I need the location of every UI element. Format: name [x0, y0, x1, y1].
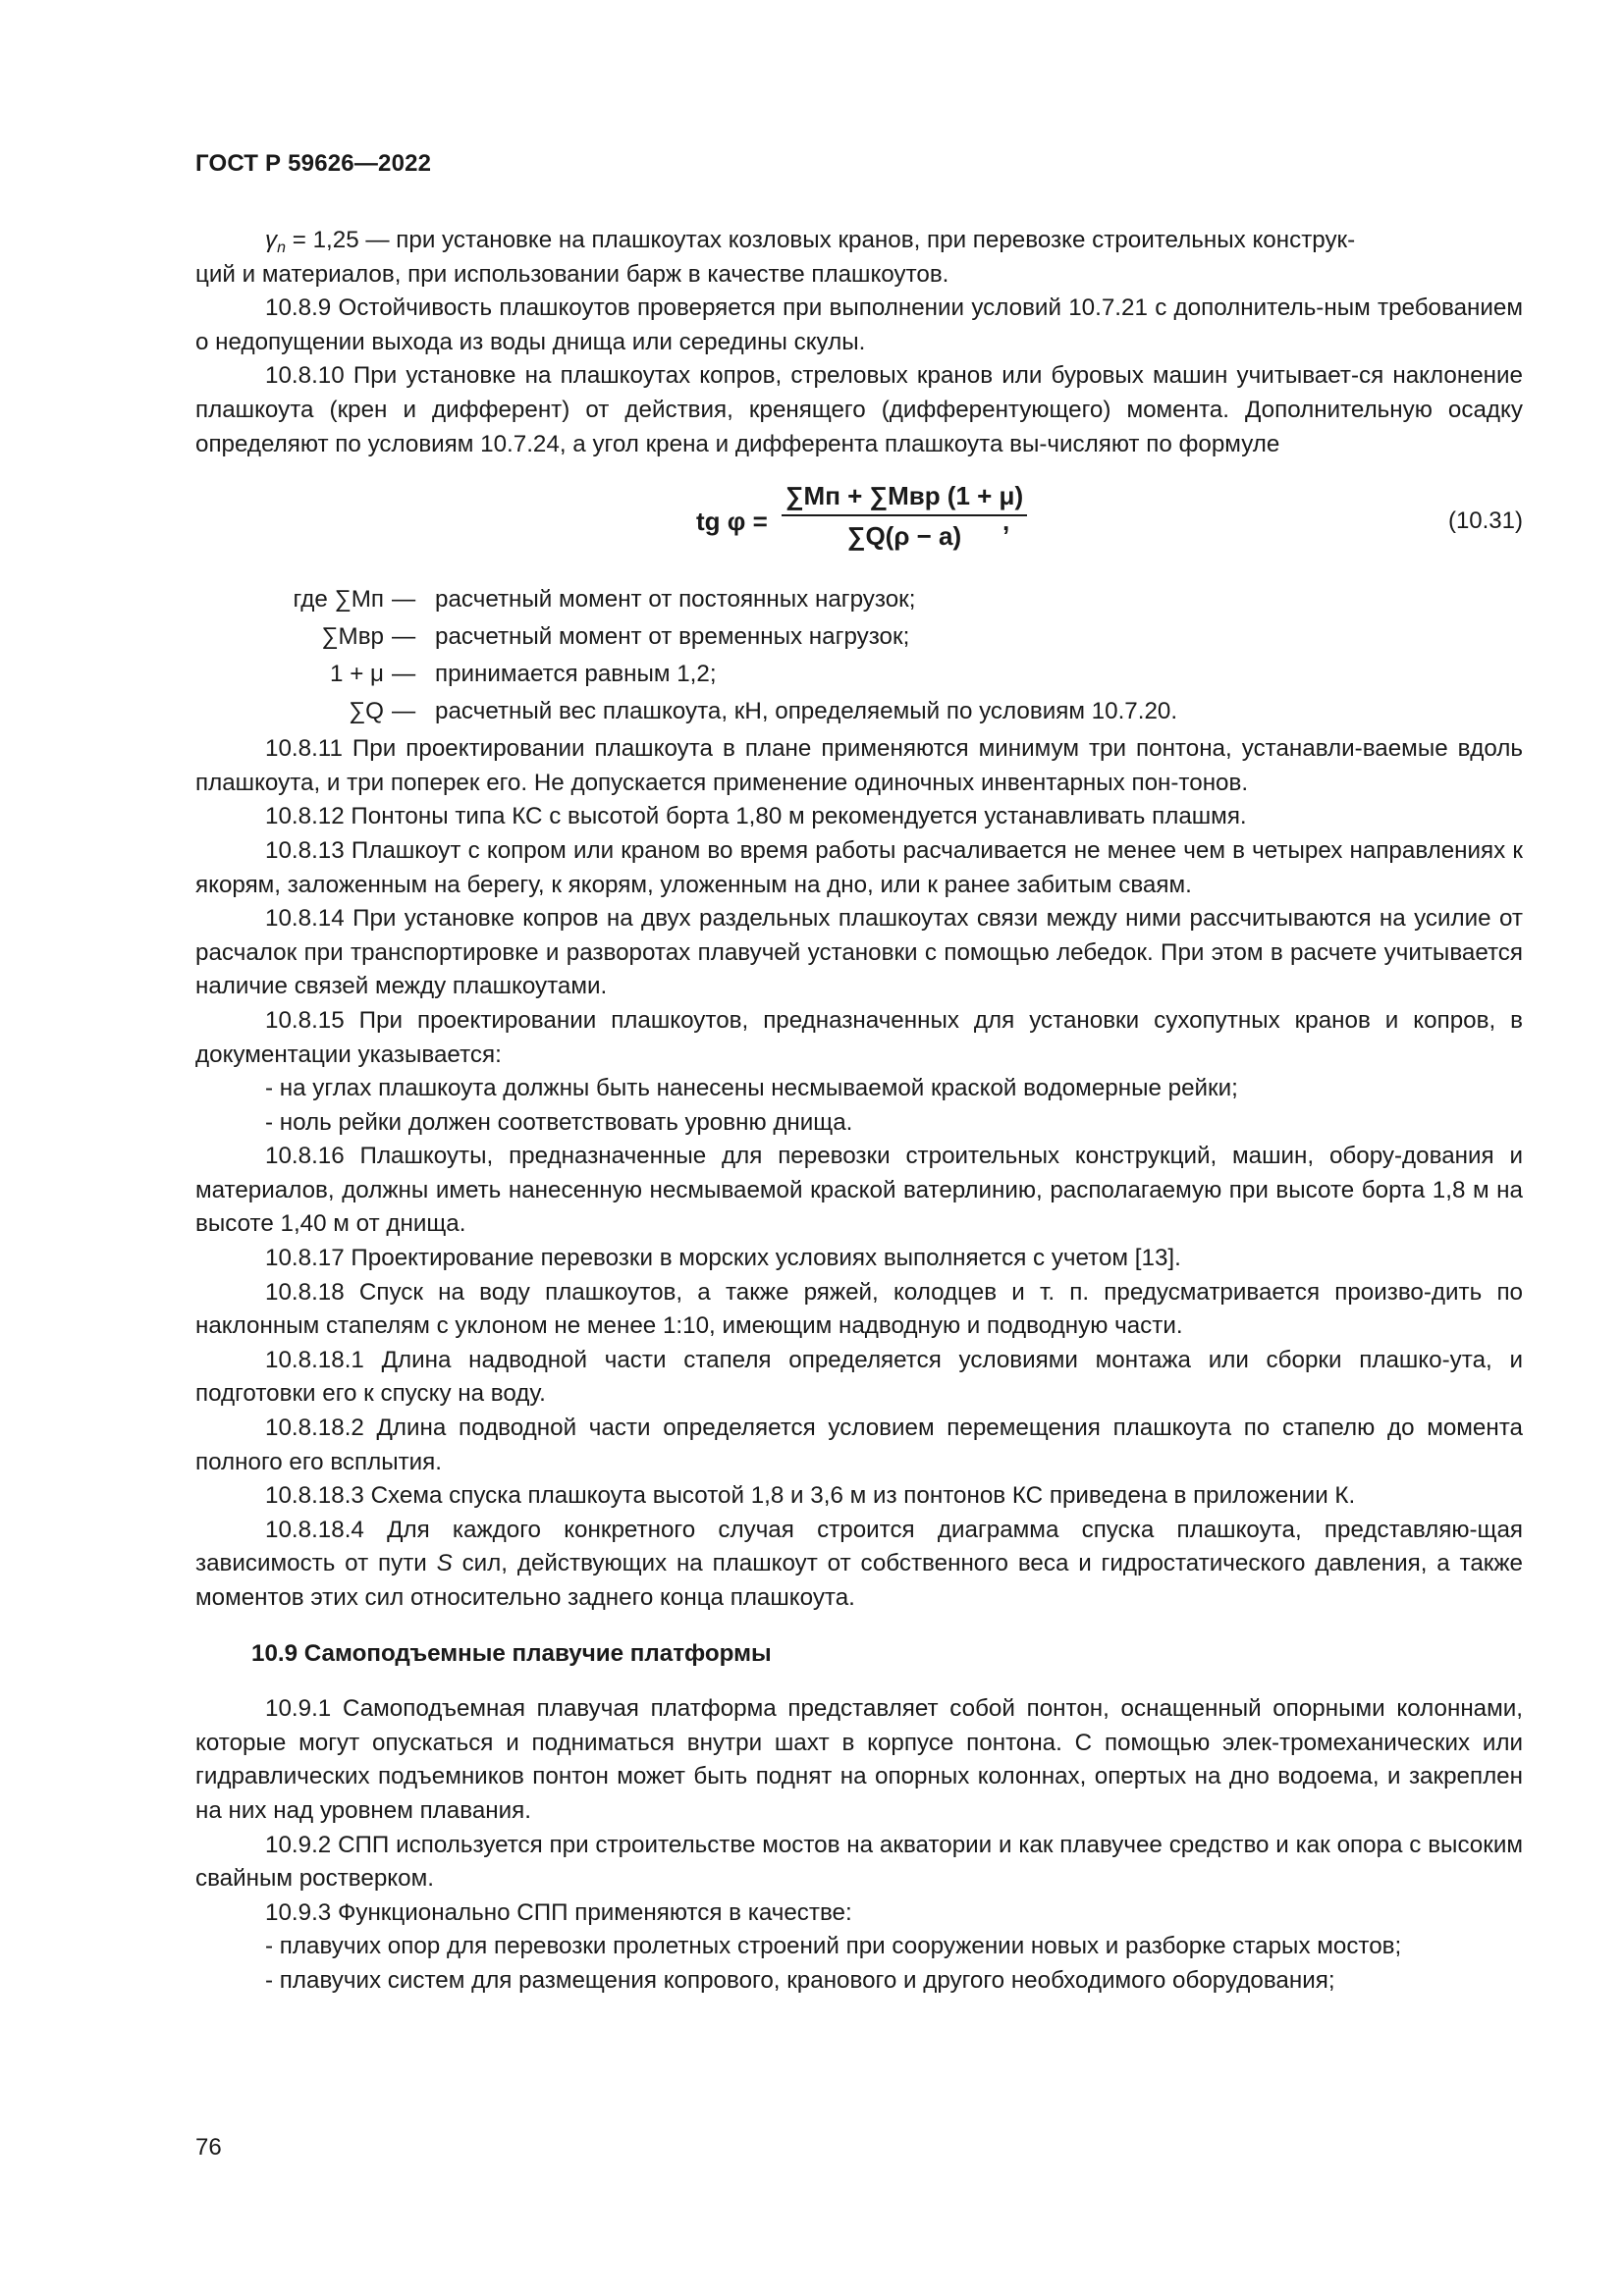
paragraph-10-8-18-2: 10.8.18.2 Длина подводной части определяется условием перемещения плашкоута по стапелю до момента полного его всплытия.	[195, 1415, 1523, 1475]
document-header: ГОСТ Р 59626—2022	[195, 150, 432, 177]
paragraph-10-8-9: 10.8.9 Остойчивость плашкоутов проверяется при выполнении условий 10.7.21 с дополнитель-ным требованием о недопущении выхода из воды днища или середины скулы.	[195, 294, 1523, 355]
paragraph-text: 10.8.18.4 Для каждого конкретного случая строится диаграмма спуска плашкоута, представляю-щая зависимость от пути	[195, 1516, 1523, 1577]
definition-symbol: 1 + μ	[330, 661, 384, 688]
paragraph-10-8-18: 10.8.18 Спуск на воду плашкоутов, а также ряжей, колодцев и т. п. предусматривается произво-дить по наклонным стапелям с уклоном не менее 1:10, имеющим надводную и подводную части.	[195, 1278, 1523, 1340]
definition-row	[195, 658, 1523, 695]
definition-dash: —	[392, 623, 416, 651]
definition-row	[195, 620, 1523, 658]
list-item: - плавучих систем для размещения копрового, кранового и другого необходимого оборудования;	[265, 1966, 1335, 1994]
definition-dash: —	[392, 586, 416, 614]
document-body	[195, 224, 1523, 1999]
definition-dash: —	[392, 661, 416, 688]
list-item: - ноль рейки должен соответствовать уровню днища.	[265, 1108, 853, 1136]
page-number: 76	[195, 2134, 222, 2161]
paragraph-10-8-12: 10.8.12 Понтоны типа КС с высотой борта 1,80 м рекомендуется устанавливать плашмя.	[265, 803, 1247, 830]
paragraph-10-8-17: 10.8.17 Проектирование перевозки в морских условиях выполняется с учетом [13].	[265, 1245, 1181, 1272]
paragraph-10-8-13: 10.8.13 Плашкоут с копром или краном во время работы расчаливается не менее чем в четырех направлениях к якорям, заложенным на берегу, к якорям, уложенным на дно, или к ранее забитым сваям.	[195, 836, 1523, 898]
paragraph-10-9-3: 10.9.3 Функционально СПП применяются в качестве:	[265, 1898, 852, 1926]
definition-row	[195, 695, 1523, 732]
gamma-subscript: n	[277, 240, 286, 256]
formula-denominator: ∑Q(ρ − a)	[846, 521, 962, 552]
list-item: - плавучих опор для перевозки пролетных строений при сооружении новых и разборке старых мостов;	[265, 1933, 1402, 1960]
definition-symbol: где ∑Mп	[293, 586, 384, 614]
definition-row	[195, 583, 1523, 620]
paragraph-10-8-11: 10.8.11 При проектировании плашкоута в плане применяются минимум три понтона, устанавли-ваемые вдоль плашкоута, и три поперек его. Не допускается применение одиночных инвентарных пон-тонов.	[195, 735, 1523, 796]
paragraph-10-8-18-3: 10.8.18.3 Схема спуска плашкоута высотой 1,8 и 3,6 м из понтонов КС приведена в приложении К.	[265, 1482, 1356, 1510]
definitions-list	[195, 583, 1523, 732]
paragraph-text: сил, действующих на плашкоут от собственного веса и гидростатического давления, а также моментов этих сил относительно заднего конца плашкоута.	[195, 1550, 1523, 1611]
paragraph-10-9-2: 10.9.2 СПП используется при строительстве мостов на акватории и как плавучее средство и как опора с высоким свайным ростверком.	[195, 1831, 1523, 1893]
variable-s: S	[436, 1550, 453, 1577]
formula-lhs: tg φ =	[696, 507, 768, 537]
paragraph-10-8-14: 10.8.14 При установке копров на двух раздельных плашкоутах связи между ними рассчитываются на усилие от расчалок при транспортировке и разворотах плавучей установки с помощью лебедок. При этом в расчете учитывается наличие связей между плашкоутами.	[195, 905, 1523, 1000]
section-heading-10-9: 10.9 Самоподъемные плавучие платформы	[251, 1639, 772, 1667]
definition-symbol: ∑Q	[348, 698, 384, 725]
paragraph-10-8-18-1: 10.8.18.1 Длина надводной части стапеля определяется условиями монтажа или сборки плашко-ута, и подготовки его к спуску на воду.	[195, 1346, 1523, 1408]
formula-comma: ,	[1002, 507, 1010, 537]
paragraph-gamma-cont: ций и материалов, при использовании барж в качестве плашкоутов.	[195, 260, 949, 288]
list-item: - на углах плашкоута должны быть нанесены несмываемой краской водомерные рейки;	[265, 1075, 1238, 1102]
formula-fraction	[782, 477, 1027, 556]
definition-text: расчетный момент от временных нагрузок;	[435, 623, 910, 651]
paragraph-10-8-15: 10.8.15 При проектировании плашкоутов, предназначенных для установки сухопутных кранов и копров, в документации указывается:	[195, 1006, 1523, 1068]
paragraph-10-8-16: 10.8.16 Плашкоуты, предназначенные для перевозки строительных конструкций, машин, обору-дования и материалов, должны иметь нанесенную несмываемой краской ватерлинию, располагаемую при высоте борта 1,8 м на высоте 1,40 м от днища.	[195, 1143, 1523, 1238]
definition-text: расчетный вес плашкоута, кН, определяемый по условиям 10.7.20.	[435, 698, 1178, 725]
formula-numerator: ∑Mп + ∑Mвр (1 + μ)	[782, 477, 1027, 516]
definition-text: расчетный момент от постоянных нагрузок;	[435, 586, 916, 614]
paragraph-10-8-10: 10.8.10 При установке на плашкоутах копров, стреловых кранов или буровых машин учитывает-ся наклонение плашкоута (крен и дифферент) от действия, кренящего (дифферентующего) момента. Дополнительную осадку определяют по условиям 10.7.24, а угол крена и дифферента плашкоута вы-числяют по формуле	[195, 362, 1523, 457]
definition-text: принимается равным 1,2;	[435, 661, 717, 688]
paragraph-gamma	[195, 224, 1523, 258]
paragraph-10-9-1: 10.9.1 Самоподъемная плавучая платформа представляет собой понтон, оснащенный опорными колоннами, которые могут опускаться и подниматься внутри шахт в корпусе понтона. С помощью элек-тромеханических или гидравлических подъемников понтон может быть поднят на опорных колоннах, опертых на дно водоема, и закреплен на них над уровнем плавания.	[195, 1695, 1523, 1824]
definition-symbol: ∑Mвр	[321, 623, 384, 651]
paragraph-10-8-18-4	[195, 1514, 1523, 1616]
gamma-text: = 1,25 — при установке на плашкоутах козловых кранов, при перевозке строительных конструк-	[286, 227, 1356, 253]
formula-10-31	[195, 465, 1523, 581]
gamma-symbol: γ	[265, 227, 278, 253]
definition-dash: —	[392, 698, 416, 725]
formula-number: (10.31)	[1447, 507, 1523, 535]
